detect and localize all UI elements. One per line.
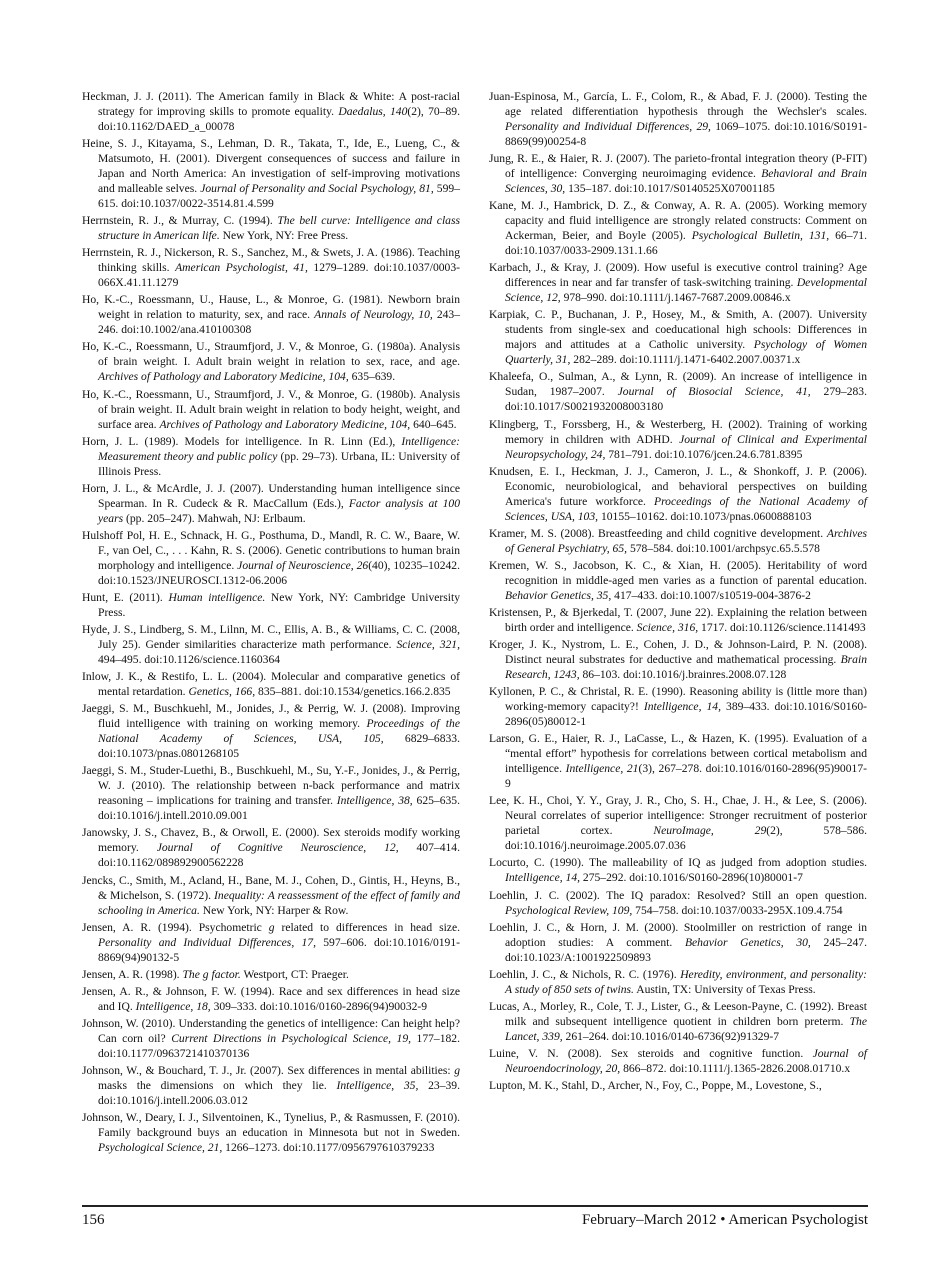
reference-entry [82, 292, 460, 337]
reference-source: Science, 316, [636, 620, 699, 634]
reference-entry [82, 136, 460, 211]
reference-column-right [489, 89, 867, 1095]
reference-source: Archives of Pathology and Laboratory Medicine, 104, [159, 417, 411, 431]
reference-text: Loehlin, J. C., & Nichols, R. C. (1976). [489, 967, 681, 981]
footer-rule [82, 1205, 868, 1207]
reference-text: 978–990. doi:10.1111/j.1467-7687.2009.00846.x [560, 291, 791, 305]
reference-source: Human intelligence. [168, 590, 266, 604]
reference-entry [82, 213, 460, 243]
reference-source: Proceedings of the National Academy of Sciences, USA, 103, [505, 494, 867, 523]
reference-text: Ho, K.-C., Roessmann, U., Straumfjord, J. V., & Monroe, G. (1980a). Analysis of brain weight. I. Adult brain weight in relation to sex, race, and age. [82, 340, 460, 369]
reference-text: Hulshoff Pol, H. E., Schnack, H. G., Posthuma, D., Mandl, R. C. W., Baare, W. F., van Oel, C., . . . Kahn, R. S. (2006). Genetic contributions to human brain morphology and intelligence. [82, 528, 460, 572]
reference-entry [82, 1016, 460, 1061]
reference-source: NeuroImage, 29 [653, 824, 767, 838]
reference-entry [82, 590, 460, 620]
reference-entry [82, 1110, 460, 1155]
reference-text: (2), 578–586. doi:10.1016/j.neuroimage.2005.07.036 [505, 824, 868, 853]
reference-text: 781–791. doi:10.1076/jcen.24.6.781.8395 [605, 447, 803, 461]
reference-source: Intelligence, 35, [336, 1078, 419, 1092]
reference-entry [489, 307, 867, 367]
reference-text: Juan-Espinosa, M., García, L. F., Colom, R., & Abad, F. J. (2000). Testing the age related differentiation hypothesis through the Wechsler's scales. [489, 90, 867, 118]
reference-entry [489, 888, 867, 918]
reference-entry [82, 622, 460, 667]
reference-text: 625–635. doi:10.1016/j.intell.2010.09.001 [98, 794, 460, 823]
reference-source: Psychology of Women Quarterly, 31, [505, 338, 867, 367]
reference-entry [82, 920, 460, 965]
reference-entry [489, 198, 867, 258]
reference-text: Klingberg, T., Forssberg, H., & Westerberg, H. (2002). Training of working memory in children with ADHD. [489, 417, 867, 446]
reference-text: 389–433. doi:10.1016/S0160-2896(05)80012-1 [505, 700, 867, 729]
reference-source: Journal of Clinical and Experimental Neuropsychology, 24, [505, 432, 867, 461]
reference-entry [82, 763, 460, 823]
reference-text: Hunt, E. (2011). [82, 590, 169, 604]
reference-entry [82, 245, 460, 290]
reference-source: g [454, 1063, 460, 1077]
reference-text: New York, NY: Free Press. [219, 229, 349, 243]
reference-source: Inequality: A reassessment of the effect of family and schooling in America. [98, 888, 461, 917]
reference-text: 599–615. doi:10.1037/0022-3514.81.4.599 [98, 182, 460, 211]
reference-text: (3), 267–278. doi:10.1016/0160-2896(95)90017-9 [505, 762, 867, 791]
reference-text: Austin, TX: University of Texas Press. [633, 982, 816, 996]
reference-source: Behavior Genetics, 30, [684, 935, 811, 949]
reference-entry [489, 1078, 867, 1093]
reference-entry [489, 637, 867, 682]
reference-text: 135–187. doi:10.1017/S0140525X07001185 [565, 182, 775, 196]
reference-text: 754–758. doi:10.1037/0033-295X.109.4.754 [632, 903, 843, 917]
reference-text: Kroger, J. K., Nystrom, L. E., Cohen, J. D., & Johnson-Laird, P. N. (2008). Distinct neural substrates for deductive and mathematical processing. [489, 638, 867, 667]
reference-text: Karbach, J., & Kray, J. (2009). How useful is executive control training? Age differences in near and far transfer of task-switching training. [489, 261, 867, 290]
reference-text: Westport, CT: Praeger. [240, 967, 349, 981]
reference-text: Ho, K.-C., Roessmann, U., Hause, L., & Monroe, G. (1981). Newborn brain weight in relation to maturity, sex, and race. [82, 293, 460, 322]
reference-source: Proceedings of the National Academy of Sciences, USA, 105, [98, 717, 460, 746]
reference-text: 407–414. doi:10.1162/089892900562228 [98, 841, 460, 870]
reference-text: 6829–6833. doi:10.1073/pnas.0801268105 [98, 732, 460, 761]
reference-source: Archives of Pathology and Laboratory Medicine, 104, [98, 370, 349, 384]
reference-source: Intelligence, 38, [336, 794, 413, 808]
reference-text: Karpiak, C. P., Buchanan, J. P., Hosey, M., & Smith, A. (2007). University students from single-sex and coeducational high schools: Differences in majors and attitudes at a Catholic university. [489, 308, 867, 352]
reference-column-left [82, 89, 460, 1157]
reference-source: Personality and Individual Differences, 29, [505, 120, 711, 133]
reference-text: Horn, J. L., & McArdle, J. J. (2007). Understanding human intelligence since Spearman. In R. Cudeck & R. MacCallum (Eds.), [82, 481, 460, 510]
reference-entry [82, 701, 460, 761]
reference-text: 86–103. doi:10.1016/j.brainres.2008.07.128 [579, 668, 787, 682]
reference-text: Johnson, W., & Bouchard, T. J., Jr. (2007). Sex differences in mental abilities: [82, 1063, 455, 1077]
reference-text: Janowsky, J. S., Chavez, B., & Orwoll, E. (2000). Sex steroids modify working memory. [82, 826, 460, 855]
reference-text: 1069–1075. doi:10.1016/S0191-8869(99)00254-8 [505, 120, 867, 148]
reference-text: 1279–1289. doi:10.1037/0003-066X.41.11.1279 [98, 261, 460, 290]
reference-text: masks the dimensions on which they lie. [98, 1078, 337, 1092]
reference-text: (2), 70–89. doi:10.1162/DAED_a_00078 [98, 105, 460, 133]
reference-text: 640–645. [410, 417, 457, 431]
reference-source: The g factor. [182, 967, 241, 981]
reference-source: Current Directions in Psychological Science, 19, [171, 1031, 412, 1045]
reference-text: 261–264. doi:10.1016/0140-6736(92)91329-7 [562, 1029, 780, 1043]
reference-entry [82, 387, 460, 432]
reference-source: Intelligence, 14, [505, 871, 581, 885]
reference-text: Jaeggi, S. M., Buschkuehl, M., Jonides, J., & Perrig, W. J. (2008). Improving fluid intelligence with training on working memory. [82, 702, 460, 731]
reference-text: 866–872. doi:10.1111/j.1365-2826.2008.01710.x [620, 1061, 851, 1075]
reference-source: American Psychologist, 41, [175, 261, 308, 275]
reference-entry [489, 89, 867, 149]
reference-text: Jensen, A. R., & Johnson, F. W. (1994). Race and sex differences in head size and IQ. [82, 984, 460, 1013]
reference-source: Science, 321, [396, 638, 461, 652]
reference-source: Behavior Genetics, 35, [505, 588, 612, 602]
reference-text: 279–283. doi:10.1017/S0021932008003180 [505, 385, 868, 414]
reference-text: 835–881. doi:10.1534/genetics.166.2.835 [255, 685, 451, 699]
reference-entry [82, 669, 460, 699]
reference-text: (pp. 205–247). Mahwah, NJ: Erlbaum. [123, 511, 306, 525]
reference-text: Jensen, A. R. (1994). Psychometric [82, 920, 269, 934]
reference-text: 243–246. doi:10.1002/ana.410100308 [98, 308, 461, 337]
reference-text: related to differences in head size. [274, 920, 460, 934]
reference-text: 1717. doi:10.1126/science.1141493 [698, 620, 866, 634]
reference-text: Kramer, M. S. (2008). Breastfeeding and child cognitive development. [489, 526, 827, 540]
reference-text: (40), 10235–10242. doi:10.1523/JNEUROSCI.1312-06.2006 [98, 558, 460, 587]
reference-text: Jensen, A. R. (1998). [82, 967, 183, 981]
reference-text: Hyde, J. S., Lindberg, S. M., Lilnn, M. C., Ellis, A. B., & Williams, C. C. (2008, July 25). Gender similarities characterize math performance. [82, 623, 460, 652]
reference-source: Brain Research, 1243, [505, 653, 867, 682]
reference-text: Jung, R. E., & Haier, R. J. (2007). The parieto-frontal integration theory (P-FIT) of intelligence: Converging neuroimaging evidence. [489, 152, 867, 181]
reference-entry [489, 417, 867, 462]
journal-name: February–March 2012 • American Psychologist [581, 1212, 868, 1228]
reference-entry [82, 1063, 460, 1108]
reference-text: 245–247. doi:10.1023/A:1001922509893 [505, 935, 867, 964]
reference-text: 282–289. doi:10.1111/j.1471-6402.2007.00371.x [570, 353, 801, 367]
reference-entry [489, 151, 867, 196]
reference-text: Horn, J. L. (1989). Models for intelligence. In R. Linn (Ed.), [82, 434, 402, 448]
reference-text: Larson, G. E., Haier, R. J., LaCasse, L., & Hazen, K. (1995). Evaluation of a “mental effort” hypothesis for correlations between cortical metabolism and intelligence. [489, 732, 867, 776]
reference-entry [82, 825, 460, 870]
reference-entry [489, 855, 867, 885]
reference-entry [82, 434, 460, 479]
reference-source: Developmental Science, 12, [505, 276, 867, 305]
reference-entry [489, 793, 867, 853]
reference-source: Personality and Individual Differences, 17, [98, 935, 316, 949]
reference-entry [82, 89, 460, 134]
reference-text: New York, NY: Cambridge University Press. [98, 590, 461, 619]
reference-entry [489, 999, 867, 1044]
reference-text: Lee, K. H., Choi, Y. Y., Gray, J. R., Cho, S. H., Chae, J. H., & Lee, S. (2006). Neural correlates of superior intelligence: Stronger recruitment of posterior parietal cortex. [489, 794, 867, 838]
reference-source: The bell curve: Intelligence and class structure in American life. [98, 214, 460, 243]
reference-text: 10155–10162. doi:10.1073/pnas.0600888103 [598, 509, 812, 523]
reference-source: Journal of Cognitive Neuroscience, 12, [156, 841, 399, 855]
reference-text: Kane, M. J., Hambrick, D. Z., & Conway, A. R. A. (2005). Working memory capacity and fluid intelligence are strongly related constructs: Comment on Ackerman, Beier, and Boyle (2005). [489, 199, 867, 243]
reference-entry [489, 526, 867, 556]
reference-source: g [268, 920, 275, 934]
reference-text: Knudsen, E. I., Heckman, J. J., Cameron, J. L., & Shonkoff, J. P. (2006). Economic, neurobiological, and behavioral perspectives on building America's future workforce. [489, 464, 867, 508]
reference-entry [489, 605, 867, 635]
reference-source: Intelligence, 14, [643, 700, 721, 714]
reference-text: 597–606. doi:10.1016/0191-8869(94)90132-5 [98, 935, 460, 964]
reference-text: Heckman, J. J. (2011). The American family in Black & White: A post-racial strategy for improving skills to promote equality. [82, 90, 460, 118]
reference-text: Jencks, C., Smith, M., Acland, H., Bane, M. J., Cohen, D., Gintis, H., Heyns, B., & Michelson, S. (1972). [82, 873, 460, 902]
reference-source: Heredity, environment, and personality: A study of 850 sets of twins. [505, 967, 868, 996]
reference-text: Inlow, J. K., & Restifo, L. L. (2004). Molecular and comparative genetics of mental retardation. [82, 670, 460, 699]
reference-source: The Lancet, 339, [505, 1014, 867, 1043]
reference-source: Genetics, 166, [188, 685, 256, 699]
reference-text: 635–639. [348, 370, 396, 384]
reference-text: 1266–1273. doi:10.1177/0956797610379233 [222, 1141, 435, 1155]
reference-text: Kyllonen, P. C., & Christal, R. E. (1990). Reasoning ability is (little more than) working-memory capacity?! [489, 685, 867, 714]
page-number: 156 [82, 1212, 105, 1228]
reference-text: 494–495. doi:10.1126/science.1160364 [98, 653, 281, 667]
reference-entry [489, 260, 867, 305]
reference-entry [489, 967, 867, 997]
reference-source: Intelligence, 21 [565, 762, 639, 776]
reference-source: Journal of Personality and Social Psychology, 81, [200, 182, 434, 196]
reference-text: Jaeggi, S. M., Studer-Luethi, B., Buschkuehl, M., Su, Y.-F., Jonides, J., & Perrig, W. J. (2010). The relationship between n-back performance and matrix reasoning – implications for training and transfer. [82, 764, 460, 808]
reference-source: Factor analysis at 100 years [98, 496, 460, 525]
reference-text: Kristensen, P., & Bjerkedal, T. (2007, June 22). Explaining the relation between birth order and intelligence. [489, 605, 867, 634]
reference-text: 66–71. doi:10.1037/0033-2909.131.1.66 [505, 229, 867, 258]
reference-source: Journal of Biosocial Science, 41, [617, 385, 811, 399]
reference-text: Lucas, A., Morley, R., Cole, T. J., Lister, G., & Leeson-Payne, C. (1992). Breast milk and subsequent intelligence quotient in children born preterm. [489, 999, 867, 1028]
reference-entry [489, 558, 867, 603]
reference-text: 309–333. doi:10.1016/0160-2896(94)90032-9 [210, 999, 428, 1013]
reference-text: 275–292. doi:10.1016/S0160-2896(10)80001-7 [580, 871, 803, 885]
reference-source: Daedalus, 140 [338, 105, 408, 118]
reference-source: Behavioral and Brain Sciences, 30, [505, 167, 867, 196]
reference-entry [489, 684, 867, 729]
reference-text: Kremen, W. S., Jacobson, K. C., & Xian, H. (2005). Heritability of word recognition in middle-aged men varies as a function of parental education. [489, 558, 867, 587]
reference-text: Loehlin, J. C., & Horn, J. M. (2000). Stoolmiller on restriction of range in adoption studies: A comment. [489, 920, 867, 949]
reference-source: Psychological Bulletin, 131, [691, 229, 830, 243]
reference-entry [82, 967, 460, 982]
reference-text: Herrnstein, R. J., Nickerson, R. S., Sanchez, M., & Swets, J. A. (1986). Teaching thinking skills. [82, 246, 460, 275]
reference-entry [82, 481, 460, 526]
reference-source: Psychological Review, 109, [505, 903, 633, 917]
reference-text: 23–39. doi:10.1016/j.intell.2006.03.012 [98, 1078, 460, 1107]
reference-source: Archives of General Psychiatry, 65, [505, 526, 867, 555]
reference-text: Locurto, C. (1990). The malleability of IQ as judged from adoption studies. [489, 856, 867, 870]
reference-text: Khaleefa, O., Sulman, A., & Lynn, R. (2009). An increase of intelligence in Sudan, 1987–2007. [489, 370, 867, 399]
reference-entry [82, 984, 460, 1014]
reference-entry [82, 339, 460, 384]
reference-text: (pp. 29–73). Urbana, IL: University of Illinois Press. [98, 449, 460, 478]
reference-source: Journal of Neuroscience, 26 [237, 558, 369, 572]
reference-text: New York, NY: Harper & Row. [199, 903, 349, 917]
reference-text: Johnson, W. (2010). Understanding the genetics of intelligence: Can height help? Can corn oil? [82, 1016, 460, 1045]
reference-source: Psychological Science, 21, [98, 1141, 223, 1155]
reference-text: Johnson, W., Deary, I. J., Silventoinen, K., Tynelius, P., & Rasmussen, F. (2010). Family background buys an education in Minnesota but not in Sweden. [82, 1111, 460, 1140]
reference-text: Lupton, M. K., Stahl, D., Archer, N., Foy, C., Poppe, M., Lovestone, S., [489, 1078, 822, 1092]
reference-source: Intelligence: Measurement theory and public policy [98, 434, 460, 463]
reference-entry [82, 528, 460, 588]
reference-text: Luine, V. N. (2008). Sex steroids and cognitive function. [489, 1046, 813, 1060]
reference-text: Herrnstein, R. J., & Murray, C. (1994). [82, 214, 278, 228]
reference-entry [82, 873, 460, 918]
reference-text: Heine, S. J., Kitayama, S., Lehman, D. R., Takata, T., Ide, E., Lueng, C., & Matsumoto, H. (2001). Divergent consequences of success and failure in Japan and North America: An investigation of self-improving motivations and malleable selves. [82, 137, 460, 196]
reference-entry [489, 369, 867, 414]
reference-source: Intelligence, 18, [135, 999, 211, 1013]
reference-entry [489, 731, 867, 791]
reference-entry [489, 920, 867, 965]
reference-source: Journal of Neuroendocrinology, 20, [505, 1046, 868, 1075]
reference-text: Ho, K.-C., Roessmann, U., Straumfjord, J. V., & Monroe, G. (1980b). Analysis of brain weight. II. Adult brain weight in relation to body height, weight, and surface area. [82, 387, 460, 431]
reference-entry [489, 1046, 867, 1076]
reference-text: 417–433. doi:10.1007/s10519-004-3876-2 [611, 588, 811, 602]
reference-entry [489, 464, 867, 524]
reference-text: Loehlin, J. C. (2002). The IQ paradox: Resolved? Still an open question. [489, 888, 867, 902]
reference-text: 177–182. doi:10.1177/0963721410370136 [98, 1031, 460, 1060]
reference-text: 578–584. doi:10.1001/archpsyc.65.5.578 [627, 541, 820, 555]
reference-source: Annals of Neurology, 10, [314, 308, 433, 322]
